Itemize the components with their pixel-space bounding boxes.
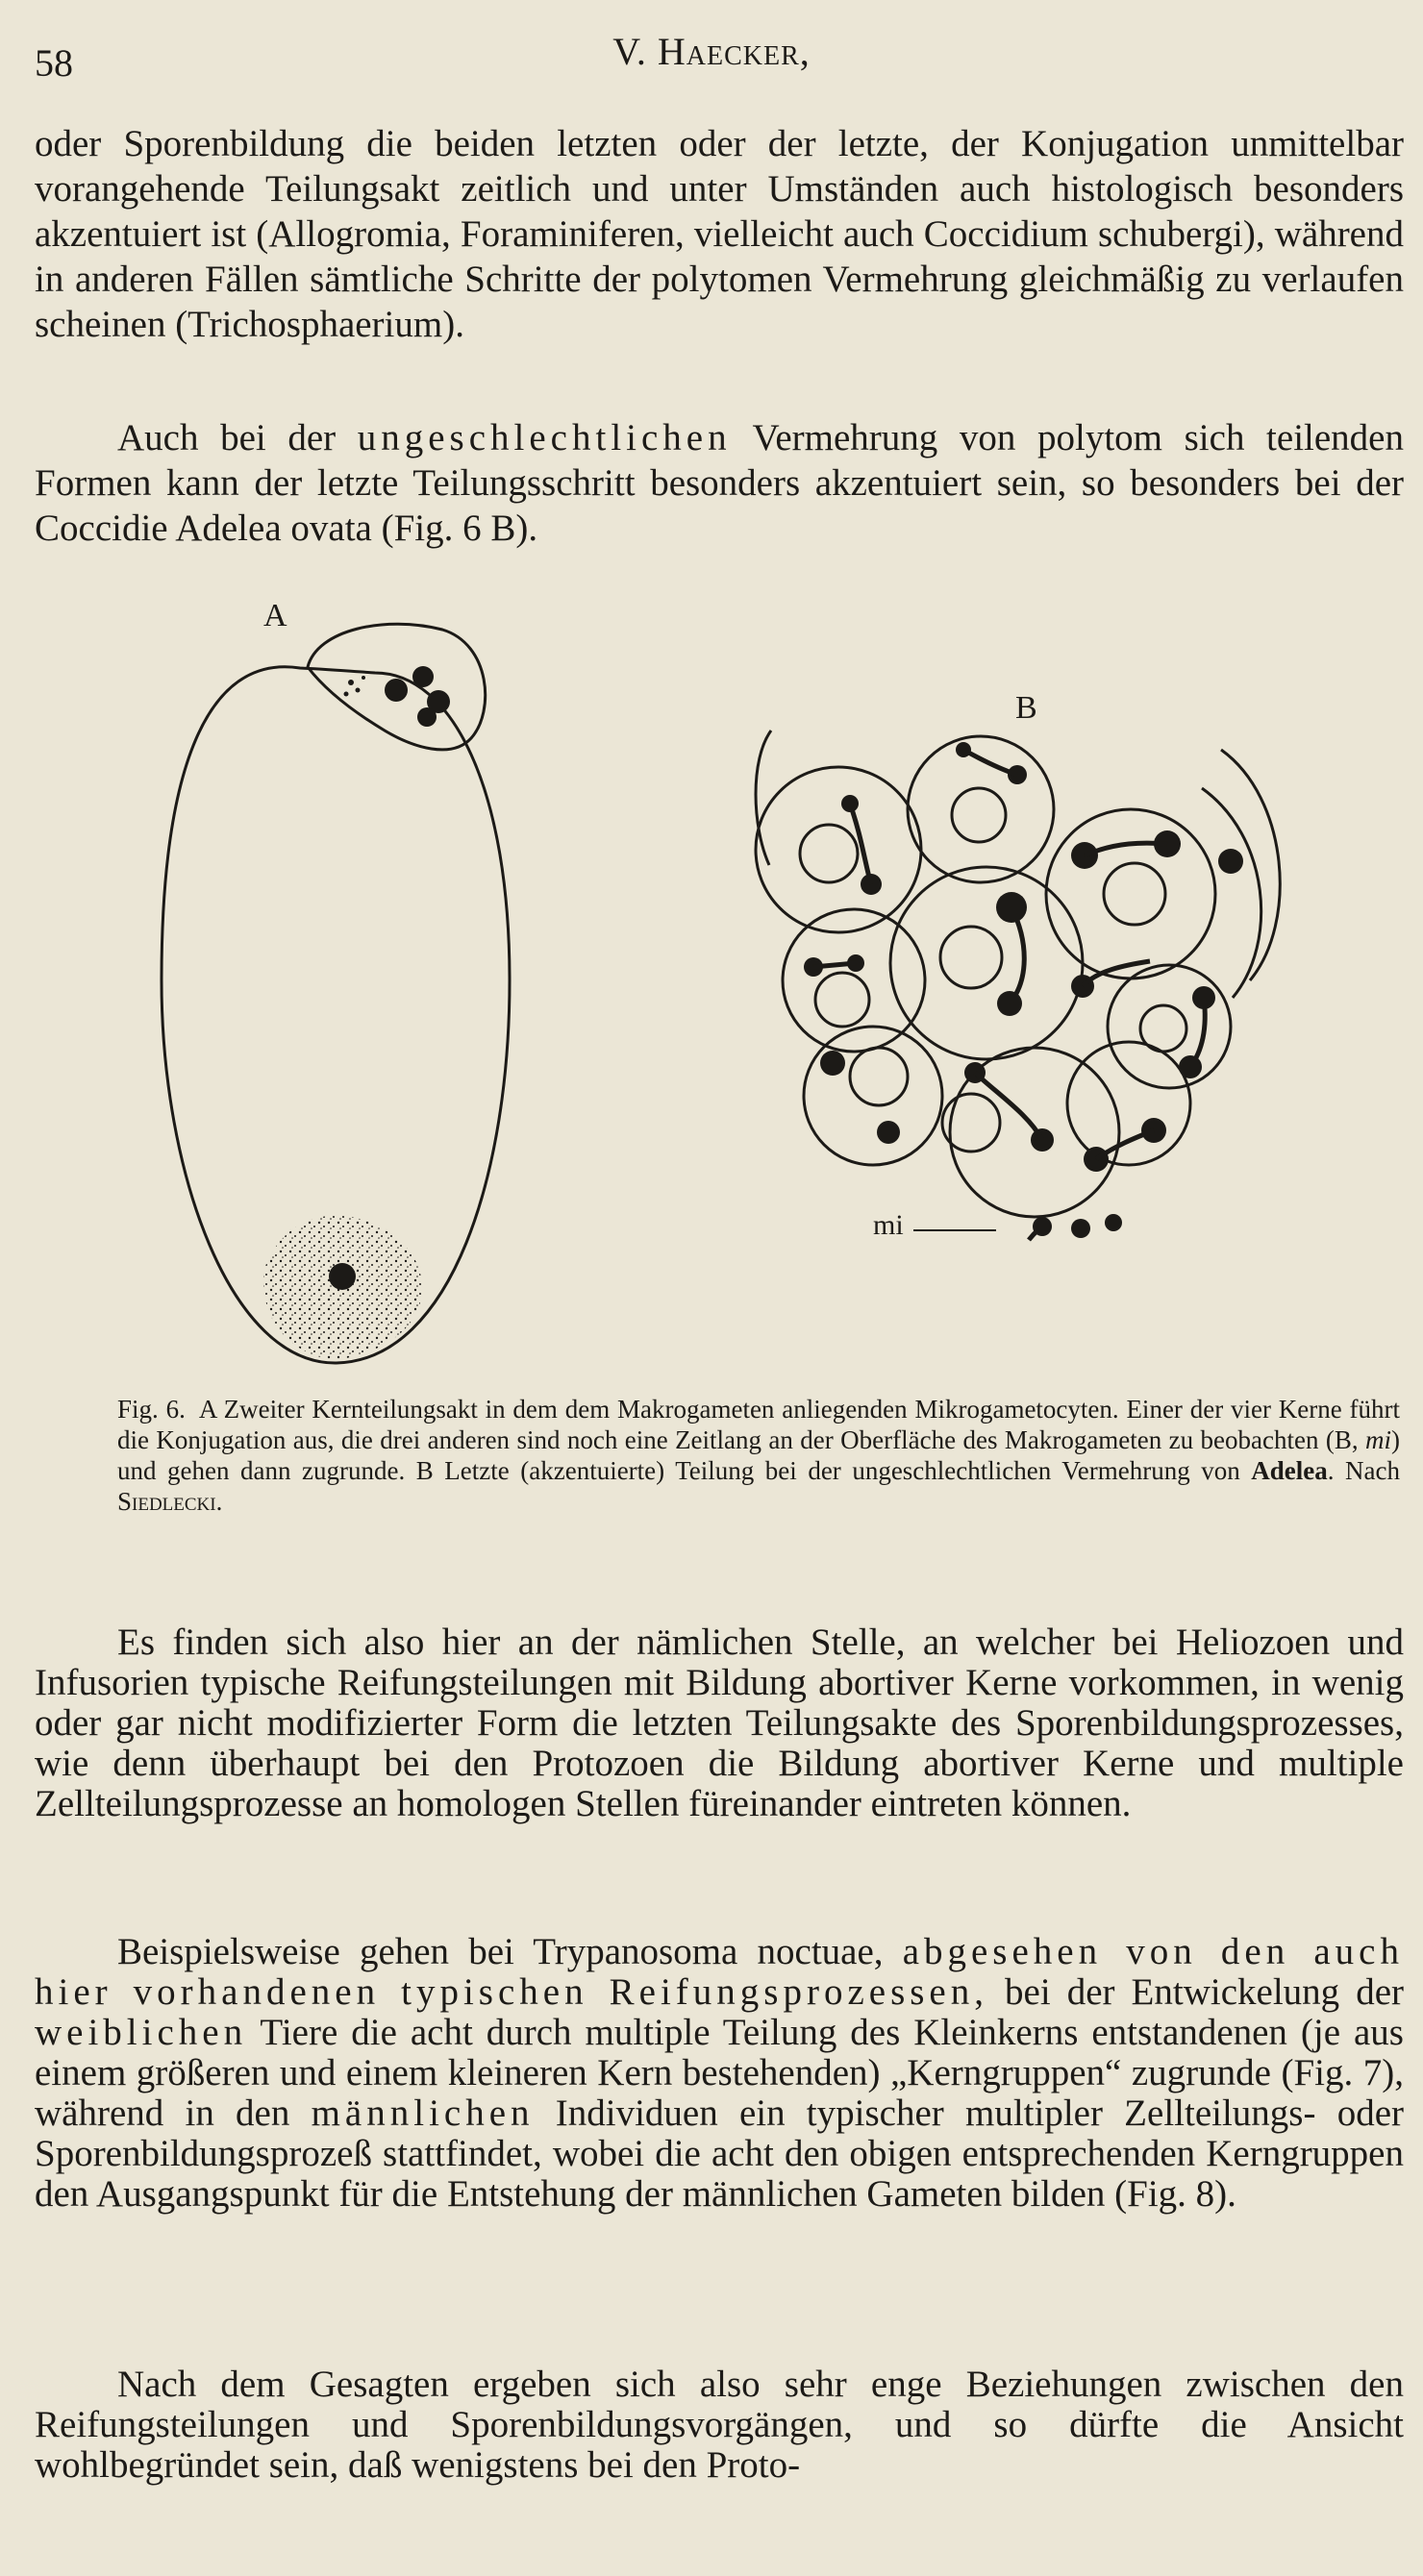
caption-text-3: . Nach bbox=[1327, 1456, 1401, 1485]
emphasis-ungeschlechtlichen: ungeschlechtlichen bbox=[357, 417, 732, 458]
drawing-b-cell-cluster bbox=[756, 731, 1280, 1240]
emphasis-weiblichen: weiblichen bbox=[35, 2012, 248, 2053]
paragraph-4-g: Individuen ein typischer multipler Zellteilungs- oder Sporenbildungsprozeß stattfindet, wobei die acht den obigen entsprechenden Kerngruppen den Ausgangspunkt für die Entstehung der männlichen Gameten bilden (Fig. 8). bbox=[35, 2093, 1404, 2215]
running-head: V. Haecker, bbox=[612, 30, 811, 73]
caption-author: Siedlecki bbox=[117, 1487, 216, 1516]
caption-text-1: A Zweiter Kernteilungsakt in dem dem Makrogameten anliegenden Mikrogametocyten. Einer der vier Kerne führt die Konjugation aus, die drei anderen sind noch eine Zeitlang an der Oberfläche des Makrogameten zu beobachten (B, bbox=[117, 1395, 1400, 1454]
paragraph-4 bbox=[35, 1932, 1404, 2215]
figure-label-a: A bbox=[263, 598, 287, 633]
caption-mi: mi bbox=[1365, 1425, 1391, 1454]
paragraph-1: oder Sporenbildung die beiden letzten oder der letzte, der Konjugation unmittelbar vorangehende Teilungsakt zeitlich und unter Umständen auch histologisch besonders akzentuiert ist (Allogromia, Foraminiferen, vielleicht auch Coccidium schubergi), während in anderen Fällen sämtliche Schritte der polytomen Vermehrung gleichmäßig zu verlaufen scheinen (Trichosphaerium). bbox=[35, 123, 1404, 345]
paragraph-4-e: Tiere die acht durch multiple Teilung des Kleinkerns entstandenen (je aus einem größeren und einem kleineren Kern bestehenden) „Kerngruppen“ zugrunde (Fig. 7), während in den bbox=[35, 2012, 1404, 2134]
drawing-a-macrogamete bbox=[162, 624, 510, 1363]
figure-label-mi: mi bbox=[873, 1209, 904, 1241]
figure-6 bbox=[0, 577, 1423, 1384]
figure-6-drawing bbox=[0, 577, 1423, 1384]
caption-adelea: Adelea bbox=[1251, 1456, 1328, 1485]
paragraph-3: Es finden sich also hier an der nämlichen Stelle, an welcher bei Heliozoen und Infusorien typische Reifungsteilungen mit Bildung abortiver Kerne vorkommen, in wenig oder gar nicht modifizierter Form die letzten Teilungsakte des Sporenbildungsprozesses, wie denn überhaupt bei den Protozoen die Bildung abortiver Kerne und multiple Zellteilungsprozesse an homologen Stellen füreinander eintreten können. bbox=[35, 1622, 1404, 1824]
paragraph-2 bbox=[35, 415, 1404, 551]
figure-6-caption bbox=[117, 1394, 1400, 1517]
paragraph-4-c: bei der Entwickelung der bbox=[987, 1971, 1404, 2013]
paragraph-4-a: Beispielsweise gehen bei Trypanosoma noctuae, bbox=[117, 1931, 903, 1972]
paragraph-2-end: Vermehrung von polytom sich teilenden Formen kann der letzte Teilungsschritt besonders akzentuiert sein, so besonders bei der Coccidie Adelea ovata (Fig. 6 B). bbox=[35, 417, 1404, 549]
paragraph-5: Nach dem Gesagten ergeben sich also sehr enge Beziehungen zwischen den Reifungsteilungen und Sporenbildungsvorgängen, und so dürfte die Ansicht wohlbegründet sein, daß wenigstens bei den Proto- bbox=[35, 2364, 1404, 2486]
caption-figure-label: Fig. 6. bbox=[117, 1395, 186, 1424]
paragraph-2-start: Auch bei der bbox=[117, 417, 358, 458]
page-number: 58 bbox=[35, 41, 73, 85]
emphasis-maennlichen: männlichen bbox=[311, 2093, 535, 2134]
emphasis-abgesehen: abgesehen von den auch hier vorhandenen typischen Reifungsprozessen, bbox=[35, 1931, 1404, 2013]
page-header bbox=[35, 29, 1388, 87]
caption-text-2: ) und gehen dann zugrunde. B Letzte (akzentuierte) Teilung bei der ungeschlechtlichen Vermehrung von bbox=[117, 1425, 1400, 1485]
caption-text-4: . bbox=[215, 1487, 223, 1516]
figure-label-b: B bbox=[1015, 690, 1037, 726]
